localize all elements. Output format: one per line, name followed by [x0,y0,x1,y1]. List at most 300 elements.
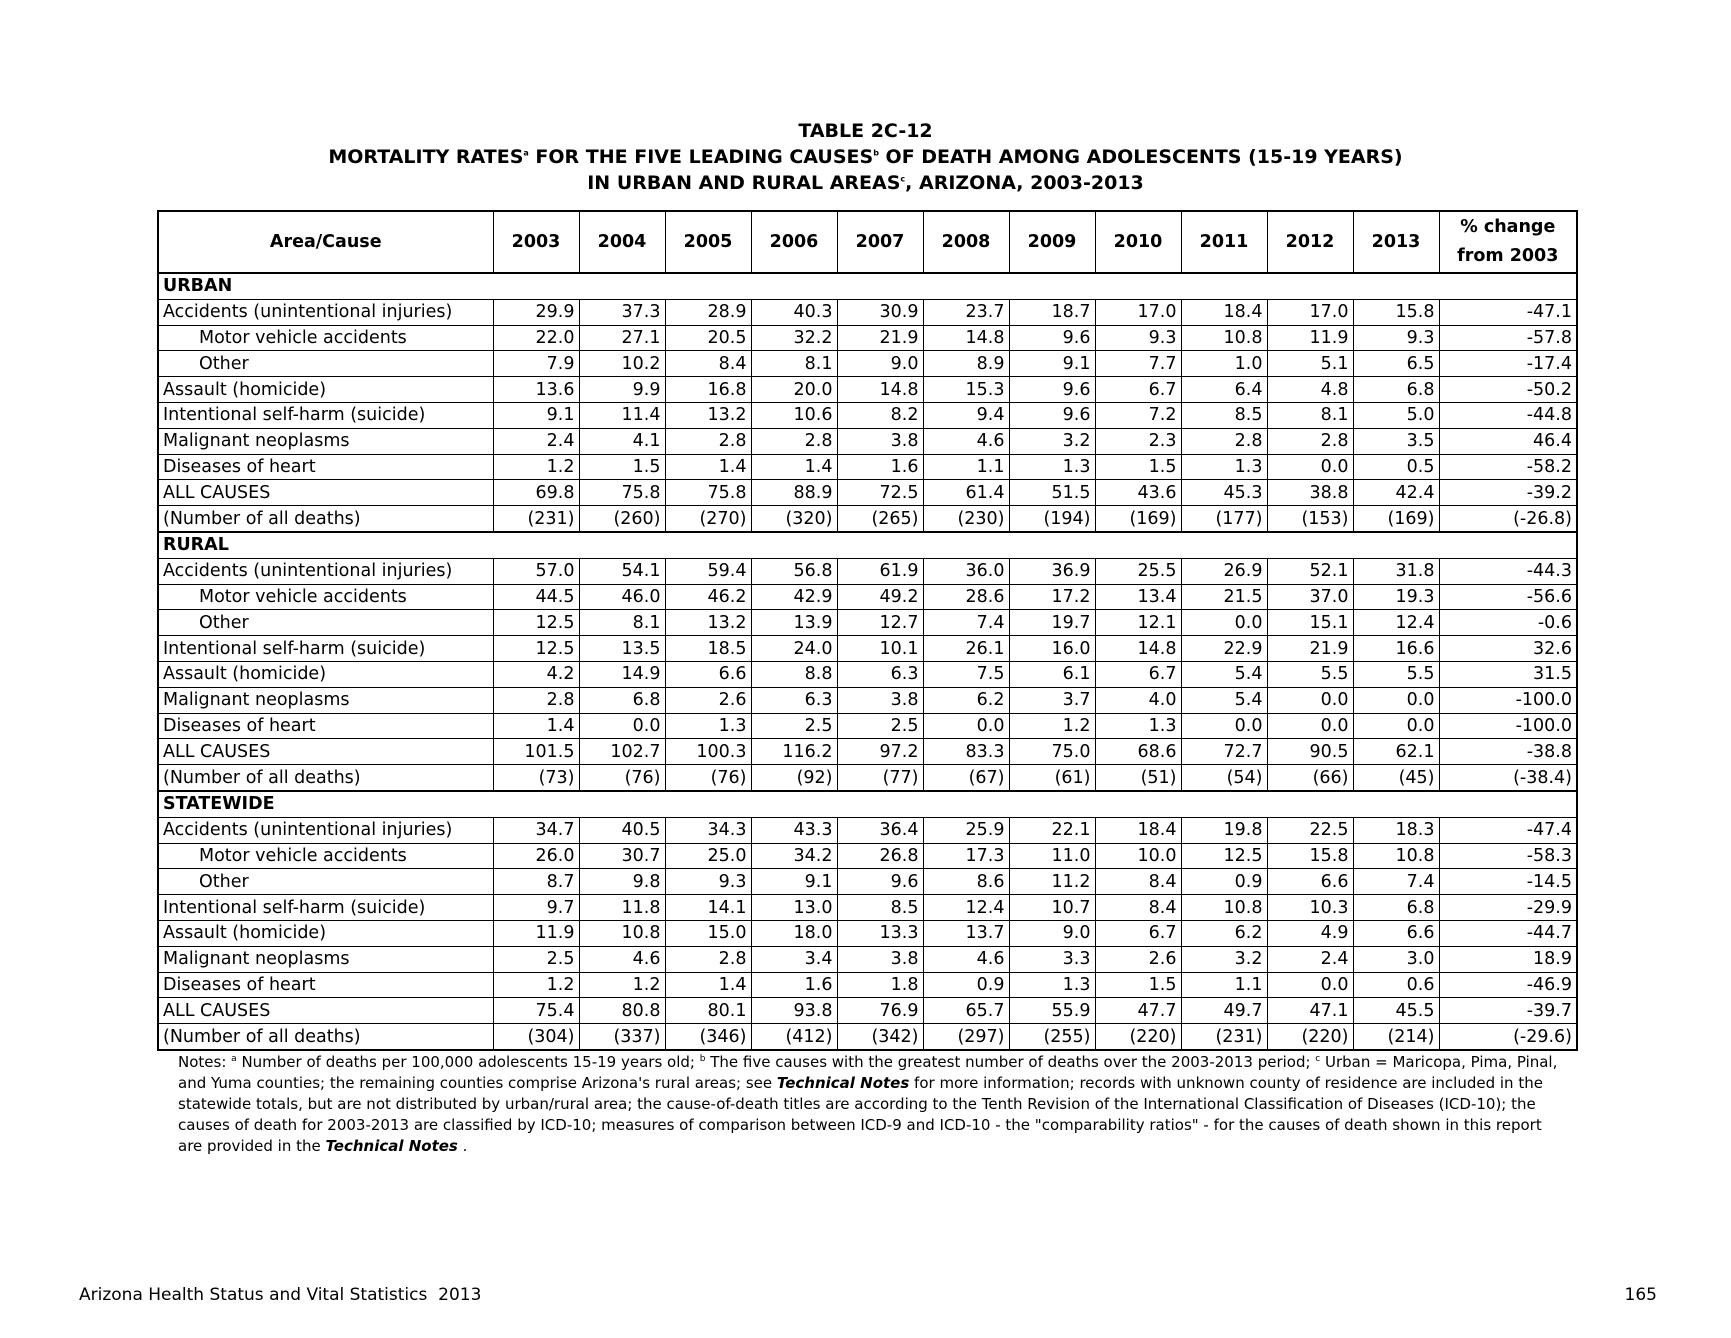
rate-cell: 11.9 [493,920,579,946]
rate-cell: 4.8 [1267,377,1353,403]
rate-cell: 83.3 [923,739,1009,765]
rate-cell: (169) [1353,506,1439,532]
rate-cell: 14.8 [837,377,923,403]
rate-cell: 43.6 [1095,480,1181,506]
footer-page-number: 165 [1624,1285,1657,1305]
rate-cell: 29.9 [493,299,579,325]
rate-cell: 34.3 [665,817,751,843]
rate-cell: 1.4 [665,972,751,998]
rate-cell: 9.6 [837,869,923,895]
rate-cell: 80.1 [665,998,751,1024]
rate-cell: 20.5 [665,325,751,351]
rate-cell: 45.5 [1353,998,1439,1024]
rate-cell: 6.2 [923,687,1009,713]
rate-cell: 3.4 [751,946,837,972]
rate-cell: 15.8 [1267,843,1353,869]
rate-cell: 27.1 [579,325,665,351]
rate-cell: 13.0 [751,895,837,921]
row-label: Malignant neoplasms [158,428,493,454]
row-label: (Number of all deaths) [158,506,493,532]
rate-cell: 0.0 [579,713,665,739]
rate-cell: 1.3 [1009,454,1095,480]
table-row [158,817,1577,843]
rate-cell: 4.6 [579,946,665,972]
rate-cell: 4.2 [493,661,579,687]
rate-cell: 2.4 [1267,946,1353,972]
table-row [158,998,1577,1024]
rate-cell: 76.9 [837,998,923,1024]
rate-cell: 1.4 [493,713,579,739]
rate-cell: 10.8 [1181,325,1267,351]
table-row [158,869,1577,895]
row-label: Motor vehicle accidents [158,584,493,610]
rate-cell: 22.0 [493,325,579,351]
rate-cell: 15.0 [665,920,751,946]
rate-cell: 61.4 [923,480,1009,506]
rate-cell: 1.5 [1095,972,1181,998]
rate-cell: 5.5 [1353,661,1439,687]
rate-cell: 1.3 [1009,972,1095,998]
rate-cell: 1.0 [1181,351,1267,377]
rate-cell: 1.6 [751,972,837,998]
rate-cell: 14.9 [579,661,665,687]
rate-cell: 116.2 [751,739,837,765]
rate-cell: (412) [751,1024,837,1050]
rate-cell: 10.6 [751,402,837,428]
rate-cell: 9.6 [1009,325,1095,351]
rate-cell: 2.8 [665,428,751,454]
rate-cell: 17.2 [1009,584,1095,610]
rate-cell: 6.3 [751,687,837,713]
rate-cell: 56.8 [751,558,837,584]
table-row [158,325,1577,351]
technical-notes-reference: Technical Notes [776,1074,910,1092]
rate-cell: 4.0 [1095,687,1181,713]
rate-cell: 54.1 [579,558,665,584]
rate-cell: 1.2 [493,972,579,998]
rate-cell: 26.1 [923,636,1009,662]
rate-cell: 0.0 [1181,713,1267,739]
rate-cell: 62.1 [1353,739,1439,765]
rate-cell: 4.1 [579,428,665,454]
rate-cell: 9.4 [923,402,1009,428]
rate-cell: 20.0 [751,377,837,403]
row-label: Accidents (unintentional injuries) [158,558,493,584]
rate-cell: 11.9 [1267,325,1353,351]
rate-cell: 75.8 [579,480,665,506]
rate-cell: 12.5 [1181,843,1267,869]
rate-cell: 6.8 [1353,895,1439,921]
rate-cell: 6.3 [837,661,923,687]
rate-cell: 30.7 [579,843,665,869]
rate-cell: 2.3 [1095,428,1181,454]
rate-cell: 38.8 [1267,480,1353,506]
rate-cell: (51) [1095,765,1181,791]
rate-cell: 75.4 [493,998,579,1024]
rate-cell: 8.4 [1095,895,1181,921]
table-row [158,402,1577,428]
rate-cell: 8.1 [579,610,665,636]
rate-cell: 11.0 [1009,843,1095,869]
pct-change-cell: -0.6 [1439,610,1577,636]
pct-change-cell: 32.6 [1439,636,1577,662]
row-label: Intentional self-harm (suicide) [158,895,493,921]
rate-cell: 2.6 [665,687,751,713]
rate-cell: (255) [1009,1024,1095,1050]
rate-cell: 52.1 [1267,558,1353,584]
table-row [158,972,1577,998]
rate-cell: 5.5 [1267,661,1353,687]
rate-cell: 9.3 [665,869,751,895]
rate-cell: 6.1 [1009,661,1095,687]
rate-cell: 6.4 [1181,377,1267,403]
pct-change-cell: -14.5 [1439,869,1577,895]
table-row [158,299,1577,325]
rate-cell: 1.2 [579,972,665,998]
rate-cell: 59.4 [665,558,751,584]
rate-cell: 6.6 [1353,920,1439,946]
footnote-mark-a: a [523,148,529,158]
rate-cell: 25.5 [1095,558,1181,584]
rate-cell: 13.4 [1095,584,1181,610]
rate-cell: 21.9 [837,325,923,351]
rate-cell: 22.5 [1267,817,1353,843]
header-year: 2005 [665,211,751,273]
table-row [158,610,1577,636]
rate-cell: 0.9 [1181,869,1267,895]
rate-cell: (214) [1353,1024,1439,1050]
footer-publication-title: Arizona Health Status and Vital Statistics 2013 [79,1285,482,1305]
rate-cell: 12.5 [493,636,579,662]
mortality-rates-table [157,210,1578,1051]
rate-cell: (265) [837,506,923,532]
rate-cell: 9.6 [1009,402,1095,428]
table-notes: Notes: $^a$ Number of deaths per 100,000 adolescents 15-19 years old; $^b$ The five causes with the greatest number of deaths over the 2003-2013 period; $^c$ Urban = Maricopa, Pima, Pinal, and Yuma counties; the remaining counties comprise Arizona's rural areas; see Technical Notes for more information; records with unknown county of residence are included in the statewide totals, but are not distributed by urban/rural area; the cause-of-death titles are according to the Tenth Revision of the International Classification of Diseases (ICD-10); the causes of death for 2003-2013 are classified by ICD-10; measures of comparison between ICD-9 and ICD-10 - the "comparability ratios" - for the causes of death shown in this report are provided in the Technical Notes . [178,1053,1558,1155]
row-label: Malignant neoplasms [158,946,493,972]
rate-cell: 13.6 [493,377,579,403]
section-header-row [158,273,1577,299]
rate-cell: 6.7 [1095,661,1181,687]
rate-cell: (153) [1267,506,1353,532]
rate-cell: 16.8 [665,377,751,403]
row-label: Diseases of heart [158,713,493,739]
header-year: 2008 [923,211,1009,273]
rate-cell: 69.8 [493,480,579,506]
rate-cell: 10.8 [1181,895,1267,921]
rate-cell: 18.0 [751,920,837,946]
rate-cell: 75.0 [1009,739,1095,765]
pct-change-cell: -50.2 [1439,377,1577,403]
rate-cell: 49.7 [1181,998,1267,1024]
rate-cell: 3.3 [1009,946,1095,972]
rate-cell: 3.0 [1353,946,1439,972]
rate-cell: 42.9 [751,584,837,610]
rate-cell: 5.1 [1267,351,1353,377]
rate-cell: 17.0 [1095,299,1181,325]
rate-cell: 10.3 [1267,895,1353,921]
rate-cell: 8.7 [493,869,579,895]
pct-change-cell: (-38.4) [1439,765,1577,791]
rate-cell: 11.8 [579,895,665,921]
header-year: 2013 [1353,211,1439,273]
rate-cell: (61) [1009,765,1095,791]
rate-cell: (76) [579,765,665,791]
rate-cell: 12.7 [837,610,923,636]
rate-cell: 8.4 [1095,869,1181,895]
table-row [158,351,1577,377]
rate-cell: (270) [665,506,751,532]
rate-cell: 2.5 [751,713,837,739]
pct-change-cell: (-29.6) [1439,1024,1577,1050]
rate-cell: 61.9 [837,558,923,584]
rate-cell: 88.9 [751,480,837,506]
header-year: 2011 [1181,211,1267,273]
rate-cell: 2.8 [665,946,751,972]
rate-cell: 9.0 [1009,920,1095,946]
rate-cell: 4.6 [923,946,1009,972]
pct-change-cell: 18.9 [1439,946,1577,972]
rate-cell: 2.6 [1095,946,1181,972]
table-row [158,480,1577,506]
rate-cell: 1.3 [665,713,751,739]
rate-cell: 22.9 [1181,636,1267,662]
rate-cell: 72.5 [837,480,923,506]
rate-cell: 8.9 [923,351,1009,377]
rate-cell: 26.8 [837,843,923,869]
rate-cell: 21.9 [1267,636,1353,662]
rate-cell: 13.3 [837,920,923,946]
rate-cell: 40.5 [579,817,665,843]
rate-cell: 1.1 [1181,972,1267,998]
rate-cell: 6.6 [1267,869,1353,895]
rate-cell: 17.3 [923,843,1009,869]
rate-cell: 9.9 [579,377,665,403]
row-label: Intentional self-harm (suicide) [158,402,493,428]
rate-cell: 37.3 [579,299,665,325]
pct-change-cell: -47.4 [1439,817,1577,843]
rate-cell: 2.8 [751,428,837,454]
rate-cell: 4.6 [923,428,1009,454]
pct-change-cell: 31.5 [1439,661,1577,687]
rate-cell: (54) [1181,765,1267,791]
rate-cell: 37.0 [1267,584,1353,610]
table-row [158,895,1577,921]
rate-cell: 1.5 [1095,454,1181,480]
rate-cell: 28.6 [923,584,1009,610]
pct-change-cell: 46.4 [1439,428,1577,454]
rate-cell: 0.5 [1353,454,1439,480]
rate-cell: 21.5 [1181,584,1267,610]
row-label: Accidents (unintentional injuries) [158,817,493,843]
rate-cell: 11.2 [1009,869,1095,895]
rate-cell: 13.2 [665,610,751,636]
table-row [158,843,1577,869]
pct-change-cell: -56.6 [1439,584,1577,610]
rate-cell: 9.7 [493,895,579,921]
rate-cell: 1.6 [837,454,923,480]
rate-cell: 19.7 [1009,610,1095,636]
rate-cell: 19.8 [1181,817,1267,843]
table-row [158,584,1577,610]
rate-cell: 51.5 [1009,480,1095,506]
rate-cell: 8.2 [837,402,923,428]
rate-cell: 97.2 [837,739,923,765]
rate-cell: 8.8 [751,661,837,687]
header-year: 2009 [1009,211,1095,273]
rate-cell: 8.5 [837,895,923,921]
table-row [158,1024,1577,1050]
table-row [158,920,1577,946]
footnote-mark-b: b [873,148,879,158]
rate-cell: 1.4 [665,454,751,480]
rate-cell: 1.3 [1095,713,1181,739]
rate-cell: 1.3 [1181,454,1267,480]
pct-change-cell: -39.7 [1439,998,1577,1024]
rate-cell: 12.4 [1353,610,1439,636]
rate-cell: 26.0 [493,843,579,869]
rate-cell: 42.4 [1353,480,1439,506]
header-year: 2006 [751,211,837,273]
rate-cell: 0.0 [1353,713,1439,739]
rate-cell: 26.9 [1181,558,1267,584]
rate-cell: 0.0 [1267,972,1353,998]
pct-change-cell: -46.9 [1439,972,1577,998]
rate-cell: (230) [923,506,1009,532]
rate-cell: 9.8 [579,869,665,895]
rate-cell: 90.5 [1267,739,1353,765]
rate-cell: 14.8 [923,325,1009,351]
pct-change-cell: -17.4 [1439,351,1577,377]
table-row [158,661,1577,687]
rate-cell: 9.1 [751,869,837,895]
rate-cell: 10.2 [579,351,665,377]
rate-cell: (194) [1009,506,1095,532]
row-label: (Number of all deaths) [158,1024,493,1050]
table-row [158,636,1577,662]
rate-cell: 2.5 [837,713,923,739]
rate-cell: 0.9 [923,972,1009,998]
rate-cell: (177) [1181,506,1267,532]
section-header-row [158,791,1577,817]
rate-cell: 8.6 [923,869,1009,895]
rate-cell: 0.0 [1267,454,1353,480]
rate-cell: 7.7 [1095,351,1181,377]
rate-cell: 0.0 [1267,713,1353,739]
pct-change-cell: -100.0 [1439,687,1577,713]
row-label: Diseases of heart [158,972,493,998]
rate-cell: 2.8 [1181,428,1267,454]
rate-cell: 16.0 [1009,636,1095,662]
rate-cell: 13.5 [579,636,665,662]
header-area-cause: Area/Cause [158,211,493,273]
rate-cell: 18.4 [1181,299,1267,325]
rate-cell: 93.8 [751,998,837,1024]
rate-cell: (76) [665,765,751,791]
rate-cell: 15.1 [1267,610,1353,636]
rate-cell: 0.0 [923,713,1009,739]
pct-change-cell: -39.2 [1439,480,1577,506]
row-label: Assault (homicide) [158,377,493,403]
rate-cell: 5.4 [1181,687,1267,713]
rate-cell: (304) [493,1024,579,1050]
rate-cell: 4.9 [1267,920,1353,946]
table-row [158,946,1577,972]
rate-cell: 1.2 [493,454,579,480]
rate-cell: 18.7 [1009,299,1095,325]
row-label: ALL CAUSES [158,739,493,765]
table-row [158,377,1577,403]
rate-cell: 44.5 [493,584,579,610]
rate-cell: 14.1 [665,895,751,921]
rate-cell: 13.2 [665,402,751,428]
rate-cell: (220) [1095,1024,1181,1050]
rate-cell: (92) [751,765,837,791]
rate-cell: 3.7 [1009,687,1095,713]
rate-cell: 2.8 [1267,428,1353,454]
rate-cell: 9.0 [837,351,923,377]
row-label: Assault (homicide) [158,661,493,687]
rate-cell: 7.4 [923,610,1009,636]
rate-cell: 18.5 [665,636,751,662]
rate-cell: 12.4 [923,895,1009,921]
row-label: Motor vehicle accidents [158,325,493,351]
rate-cell: 101.5 [493,739,579,765]
rate-cell: 7.9 [493,351,579,377]
rate-cell: 1.5 [579,454,665,480]
rate-cell: 22.1 [1009,817,1095,843]
rate-cell: 6.7 [1095,920,1181,946]
rate-cell: (337) [579,1024,665,1050]
row-label: Assault (homicide) [158,920,493,946]
rate-cell: 0.6 [1353,972,1439,998]
technical-notes-reference: Technical Notes [325,1137,458,1155]
rate-cell: 75.8 [665,480,751,506]
footnote-mark-c: c [900,174,906,184]
rate-cell: 10.8 [1353,843,1439,869]
rate-cell: 13.7 [923,920,1009,946]
rate-cell: 72.7 [1181,739,1267,765]
pct-change-cell: -58.3 [1439,843,1577,869]
table-row [158,713,1577,739]
table-row [158,454,1577,480]
pct-change-cell: -100.0 [1439,713,1577,739]
rate-cell: (320) [751,506,837,532]
rate-cell: 12.5 [493,610,579,636]
table-title-block [0,118,1731,196]
rate-cell: (73) [493,765,579,791]
rate-cell: 9.6 [1009,377,1095,403]
rate-cell: 47.1 [1267,998,1353,1024]
rate-cell: 16.6 [1353,636,1439,662]
rate-cell: 15.3 [923,377,1009,403]
pct-change-cell: -47.1 [1439,299,1577,325]
rate-cell: 46.0 [579,584,665,610]
pct-change-cell: -57.8 [1439,325,1577,351]
rate-cell: 47.7 [1095,998,1181,1024]
rate-cell: 10.0 [1095,843,1181,869]
rate-cell: 14.8 [1095,636,1181,662]
rate-cell: (169) [1095,506,1181,532]
rate-cell: 5.0 [1353,402,1439,428]
rate-cell: 18.4 [1095,817,1181,843]
row-label: Diseases of heart [158,454,493,480]
rate-cell: (297) [923,1024,1009,1050]
rate-cell: 46.2 [665,584,751,610]
rate-cell: 1.4 [751,454,837,480]
rate-cell: 9.1 [493,402,579,428]
rate-cell: 23.7 [923,299,1009,325]
rate-cell: 8.1 [1267,402,1353,428]
